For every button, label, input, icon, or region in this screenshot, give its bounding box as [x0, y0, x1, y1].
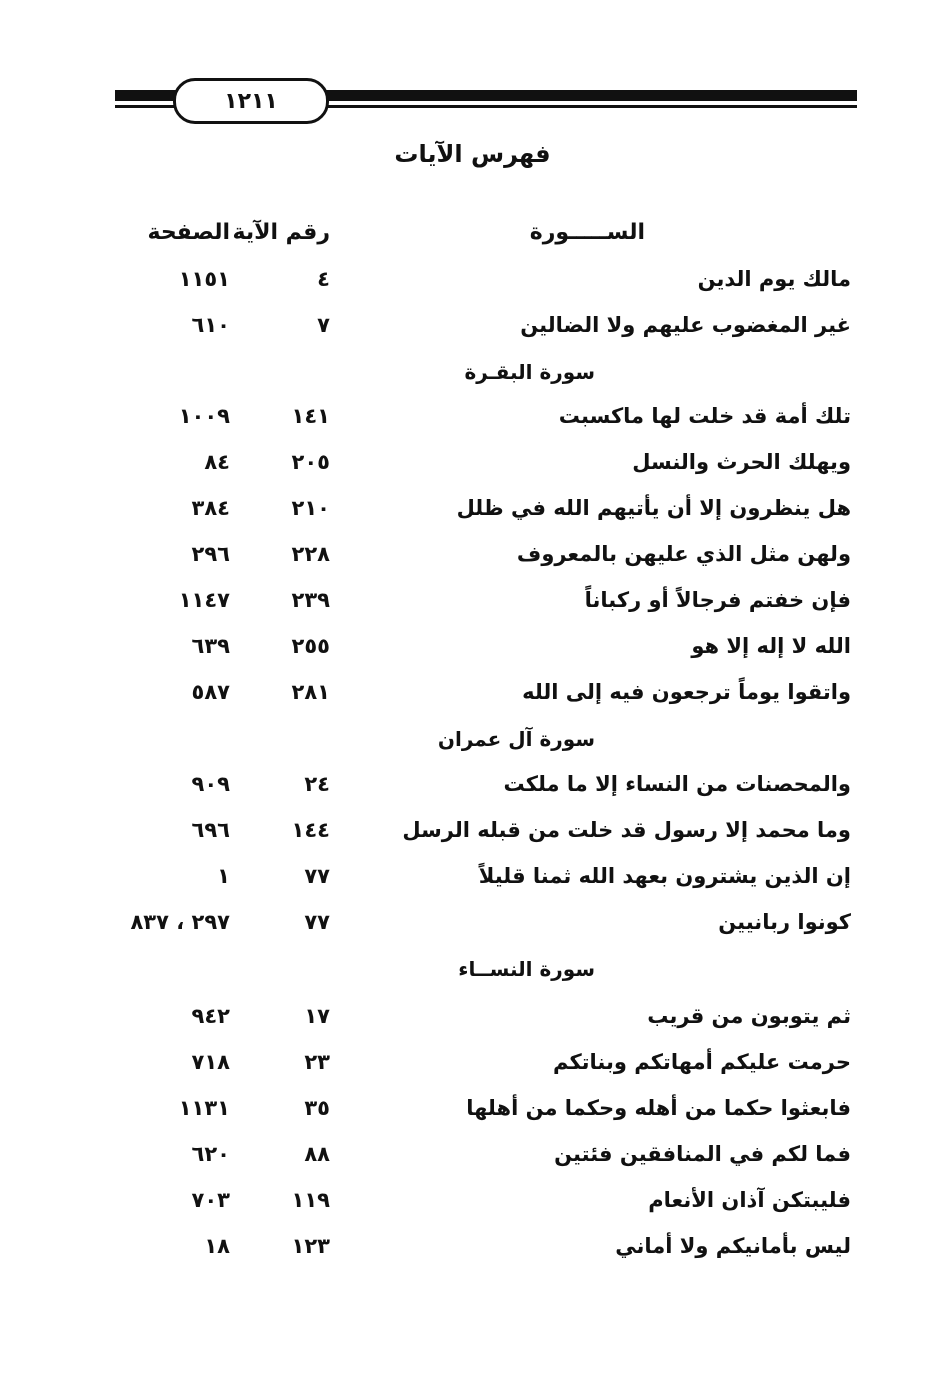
verse-text: غير المغضوب عليهم ولا الضالين [520, 313, 851, 337]
table-row [0, 1142, 945, 1182]
verse-text: كونوا ربانيين [718, 910, 851, 934]
ayah-number: ٢١٠ [291, 496, 330, 520]
table-row [0, 1234, 945, 1274]
page-reference: ٨٤ [204, 450, 230, 474]
table-row [0, 313, 945, 353]
table-row [0, 1096, 945, 1136]
surah-heading-row [0, 727, 945, 767]
verse-text: مالك يوم الدين [697, 267, 851, 291]
page-title: فهرس الآيات [394, 140, 551, 168]
ayah-number: ١٢٣ [291, 1234, 330, 1258]
page-reference: ٦٣٩ [191, 634, 230, 658]
verse-text: فما لكم في المنافقين فئتين [554, 1142, 851, 1166]
table-row [0, 818, 945, 858]
ayah-number: ٢٢٨ [291, 542, 330, 566]
column-header-ayah: رقم الآية [232, 220, 330, 245]
page-number: ١٢١١ [173, 78, 329, 124]
column-header-surah: الســـــورة [529, 220, 645, 245]
verse-text: فليبتكن آذان الأنعام [648, 1188, 851, 1212]
table-row [0, 1050, 945, 1090]
verse-text: وما محمد إلا رسول قد خلت من قبله الرسل [402, 818, 851, 842]
verse-text: ثم يتوبون من قريب [647, 1004, 851, 1028]
surah-heading: سورة آل عمران [437, 727, 595, 751]
ayah-number: ٢٣ [304, 1050, 330, 1074]
table-row [0, 496, 945, 536]
surah-heading-row [0, 957, 945, 997]
table-row [0, 542, 945, 582]
verse-text: والمحصنات من النساء إلا ما ملكت [503, 772, 851, 796]
page-reference: ٥٨٧ [191, 680, 230, 704]
table-row [0, 267, 945, 307]
table-row [0, 1004, 945, 1044]
column-header-page: الصفحة [147, 220, 230, 245]
verse-text: هل ينظرون إلا أن يأتيهم الله في ظلل [456, 496, 851, 520]
ayah-number: ٧٧ [304, 864, 330, 888]
table-row [0, 680, 945, 720]
ayah-number: ١٤١ [291, 404, 330, 428]
verse-text: تلك أمة قد خلت لها ماكسبت [558, 404, 851, 428]
verse-text: ليس بأمانيكم ولا أماني [615, 1234, 851, 1258]
surah-heading: سورة البقـرة [464, 360, 595, 384]
verse-text: ولهن مثل الذي عليهن بالمعروف [516, 542, 851, 566]
page-reference: ٧١٨ [191, 1050, 230, 1074]
ayah-number: ١٧ [304, 1004, 330, 1028]
page-reference: ٦٩٦ [191, 818, 230, 842]
page-header [115, 78, 857, 122]
table-row [0, 1188, 945, 1228]
page-reference: ٢٩٦ [191, 542, 230, 566]
table-row [0, 404, 945, 444]
table-row [0, 634, 945, 674]
ayah-number: ٢٣٩ [291, 588, 330, 612]
ayah-number: ٢٤ [304, 772, 330, 796]
surah-heading-row [0, 360, 945, 400]
page-reference: ٧٠٣ [191, 1188, 230, 1212]
verse-text: فإن خفتم فرجالاً أو ركباناً [584, 588, 851, 612]
ayah-number: ٢٨١ [291, 680, 330, 704]
page-reference: ١٨ [204, 1234, 230, 1258]
ayah-number: ٢٠٥ [291, 450, 330, 474]
page-reference: ١ [217, 864, 230, 888]
verse-text: ويهلك الحرث والنسل [632, 450, 851, 474]
ayah-number: ١١٩ [291, 1188, 330, 1212]
verse-text: فابعثوا حكما من أهله وحكما من أهلها [466, 1096, 851, 1120]
table-row [0, 588, 945, 628]
verse-text: الله لا إله إلا هو [691, 634, 851, 658]
table-row [0, 772, 945, 812]
verse-text: واتقوا يوماً ترجعون فيه إلى الله [522, 680, 851, 704]
page-reference: ١٠٠٩ [178, 404, 230, 428]
page-reference: ١١٣١ [178, 1096, 230, 1120]
page-reference: ١١٥١ [178, 267, 230, 291]
ayah-number: ١٤٤ [291, 818, 330, 842]
table-row [0, 910, 945, 950]
table-row [0, 864, 945, 904]
verse-text: إن الذين يشترون بعهد الله ثمنا قليلاً [478, 864, 851, 888]
verse-text: حرمت عليكم أمهاتكم وبناتكم [552, 1050, 851, 1074]
page-reference: ٣٨٤ [191, 496, 230, 520]
surah-heading: سورة النســاء [458, 957, 595, 981]
ayah-number: ٧٧ [304, 910, 330, 934]
page-reference: ٦١٠ [191, 313, 230, 337]
page-reference: ٩٠٩ [191, 772, 230, 796]
page-reference: ٦٢٠ [191, 1142, 230, 1166]
table-row [0, 450, 945, 490]
column-header-row [0, 220, 945, 260]
ayah-number: ٤ [317, 267, 330, 291]
ayah-number: ٣٥ [304, 1096, 330, 1120]
ayah-number: ٨٨ [304, 1142, 330, 1166]
page-reference: ٢٩٧ ، ٨٣٧ [130, 910, 230, 934]
page-reference: ٩٤٢ [191, 1004, 230, 1028]
page-reference: ١١٤٧ [178, 588, 230, 612]
ayah-number: ٧ [317, 313, 330, 337]
ayah-number: ٢٥٥ [291, 634, 330, 658]
